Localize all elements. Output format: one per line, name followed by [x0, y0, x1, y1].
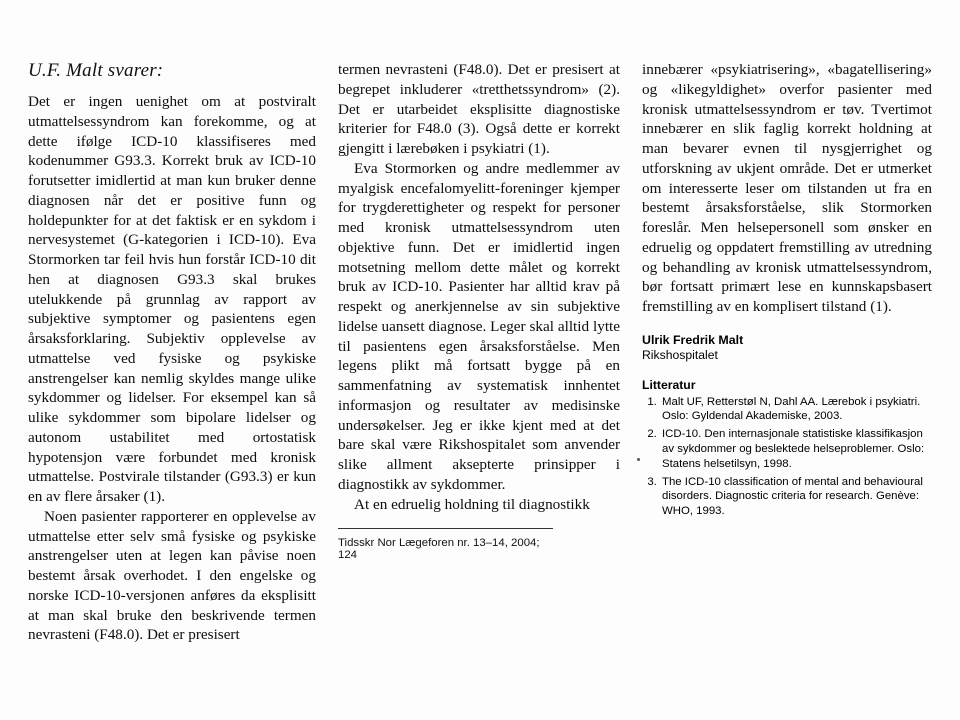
references-heading: Litteratur [642, 377, 696, 392]
scan-artifact-dot [637, 458, 640, 461]
column-three [642, 60, 932, 645]
paragraph: Eva Stormorken og andre medlemmer av myalgisk encefalomyelitt-foreninger kjemper for trygderettigheter og respekt for personer med kronisk utmattelsessyndrom uten objektive funn. Det er imidlertid ingen motsetning mellom dette målet og korrekt bruk av ICD-10. Pasienter har alltid krav på respekt og anerkjennelse av sin subjektive lidelse uansett diagnose. Leger skal alltid lytte til pasientens egen årsaksforståelse. Men legens plikt må fortsatt bygge på en sammenfatning av systematisk innhentet informasjon og resultater av medisinske undersøkelser. Jeg er ikke kjent med at det bare skal være Rikshospitalet som anvender slike allment aksepterte prinsipper i diagnostikk av sykdommer. [338, 159, 620, 493]
paragraph: innebærer «psykiatrisering», «bagatellisering» og «likegyldighet» overfor pasienter med kronisk utmattelsessyndrom er tøv. Tvertimot innebærer en slik faglig korrekt holdning at man bevarer evnen til nysgjerrighet og utforskning av ukjent område. Det er utmerket om interesserte leser om tilstanden ut fra en bestemt årsaksforståelse, slik Stormorken foreslår. Men helsepersonell som ønsker en edruelig og oppdatert fremstilling av utredning og behandling av kronisk utmattelsessyndrom, bør fortsatt primært lese en kunnskapsbasert fremstilling av en komplisert tilstand (1). [642, 61, 932, 315]
journal-citation: Tidsskr Nor Lægeforen nr. 13–14, 2004; 124 [338, 528, 553, 561]
author-name: Ulrik Fredrik Malt [642, 332, 744, 347]
article-body [28, 60, 933, 645]
reference-item: 2. ICD-10. Den internasjonale statistiske klassifikasjon av sykdommer og beslektede helseproblemer. Oslo: Statens helsetilsyn, 1998. [660, 427, 932, 471]
paragraph: At en edruelig holdning til diagnostikk [354, 495, 590, 513]
paragraph: termen nevrasteni (F48.0). Det er presisert at begrepet inkluderer «tretthetssyndrom» (2). Det er utarbeidet eksplisitte diagnostiske kriterier for F48.0 (3). Også dette er korrekt gjengitt i lærebøken i psykiatri (1). [338, 61, 620, 157]
column-two [338, 60, 620, 645]
reference-item: 1. Malt UF, Retterstøl N, Dahl AA. Lærebok i psykiatri. Oslo: Gyldendal Akademiske, 2003. [660, 395, 932, 425]
paragraph: Det er ingen uenighet om at postviralt utmattelsessyndrom kan forekomme, og at dette ifølge ICD-10 klassifiseres med kodenummer G93.3. Korrekt bruk av ICD-10 forutsetter imidlertid at man kun bruker denne diagnosen når det er positive funn og holdepunkter for at det faktisk er en sykdom i nervesystemet (G-kategorien i ICD-10). Eva Stormorken tar feil hvis hun forstår ICD-10 dit hen at diagnosen G93.3 skal brukes utelukkende på grunnlag av rapport av subjektive symptomer og pasientens egen årsaksforklaring. Subjektiv opplevelse av utmattelse ved fysiske og psykiske anstrengelser kan nemlig skyldes mange ulike sykdommer og lidelser. For eksempel kan så ulike sykdommer som bipolare lidelser og autonom ustabilitet med ortostatisk hypotensjon være forbundet med kronisk utmattelse. Postvirale tilstander (G93.3) er kun en av flere årsaker (1). [28, 93, 316, 505]
page-title: U.F. Malt svarer: [28, 60, 164, 81]
paragraph: Noen pasienter rapporterer en opplevelse av utmattelse etter selv små fysiske og psykiske anstrengelser uten at legen kan påvise noen bestemt årsak overhodet. I den engelske og norske ICD-10-versjonen anføres da eksplisitt at man skal bruke den beskrivende termen nevrasteni (F48.0). Det er presisert [28, 507, 316, 644]
author-affiliation: Rikshospitalet [642, 348, 718, 363]
column-one [28, 60, 316, 645]
reference-item: 3. The ICD-10 classification of mental and behavioural disorders. Diagnostic criteria for research. Genève: WHO, 1993. [660, 475, 932, 519]
references-list [642, 395, 932, 520]
